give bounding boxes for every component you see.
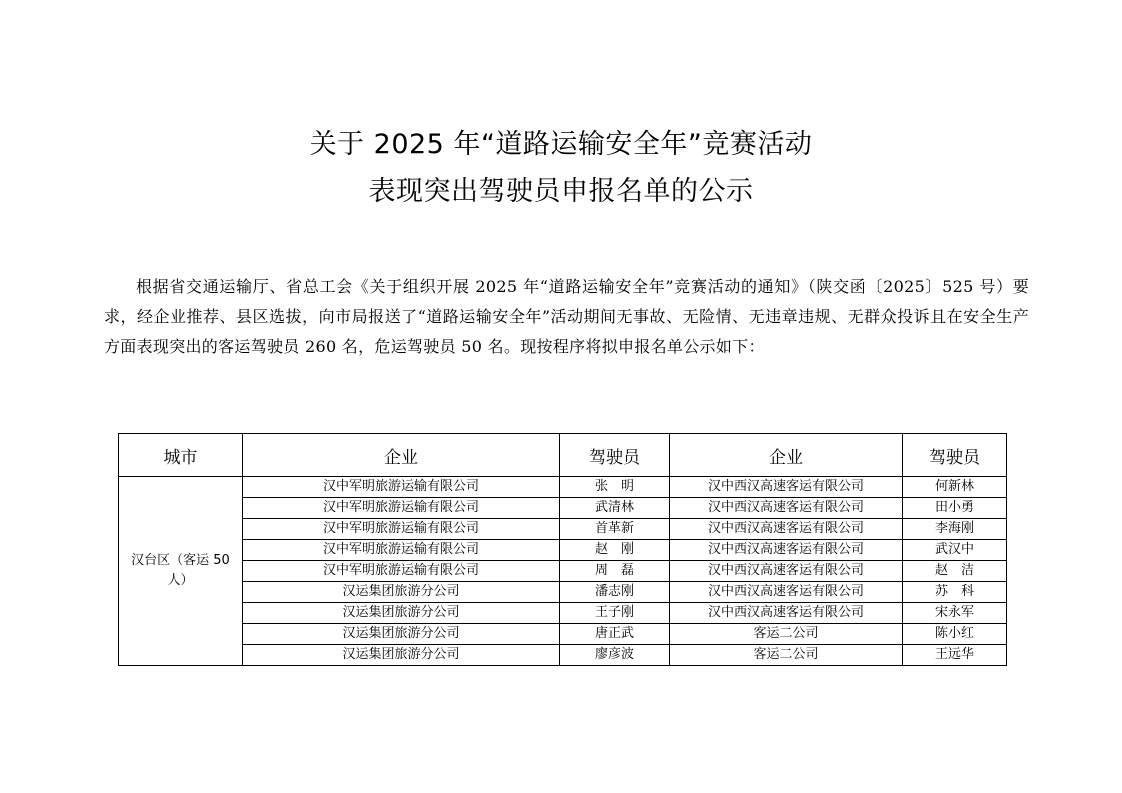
driver-cell: 廖彦波 — [560, 645, 670, 666]
city-cell: 汉台区（客运 50 人） — [119, 477, 243, 666]
header-company: 企业 — [243, 434, 560, 477]
driver-cell-2: 赵 洁 — [903, 561, 1007, 582]
driver-cell: 王子刚 — [560, 603, 670, 624]
driver-roster-table — [118, 433, 1007, 666]
table-body — [119, 477, 1007, 666]
header-driver-2: 驾驶员 — [903, 434, 1007, 477]
header-company-2: 企业 — [670, 434, 903, 477]
company-cell-2: 汉中西汉高速客运有限公司 — [670, 519, 903, 540]
driver-cell: 周 磊 — [560, 561, 670, 582]
driver-cell: 武清林 — [560, 498, 670, 519]
driver-cell-2: 苏 科 — [903, 582, 1007, 603]
table-header-row — [119, 434, 1007, 477]
company-cell-2: 客运二公司 — [670, 645, 903, 666]
driver-cell-2: 武汉中 — [903, 540, 1007, 561]
document-title-line-1: 关于 2025 年“道路运输安全年”竞赛活动 — [309, 129, 813, 160]
driver-cell-2: 李海刚 — [903, 519, 1007, 540]
company-cell: 汉运集团旅游分公司 — [243, 645, 560, 666]
header-driver: 驾驶员 — [560, 434, 670, 477]
company-cell: 汉运集团旅游分公司 — [243, 624, 560, 645]
company-cell-2: 汉中西汉高速客运有限公司 — [670, 498, 903, 519]
driver-cell-2: 田小勇 — [903, 498, 1007, 519]
table-row — [119, 624, 1007, 645]
document-title-line-2: 表现突出驾驶员申报名单的公示 — [368, 176, 754, 207]
driver-cell: 唐正武 — [560, 624, 670, 645]
driver-cell: 潘志刚 — [560, 582, 670, 603]
table-row — [119, 540, 1007, 561]
driver-cell-2: 宋永军 — [903, 603, 1007, 624]
company-cell: 汉中军明旅游运输有限公司 — [243, 498, 560, 519]
table-row — [119, 645, 1007, 666]
company-cell: 汉运集团旅游分公司 — [243, 603, 560, 624]
company-cell: 汉中军明旅游运输有限公司 — [243, 519, 560, 540]
driver-cell: 首革新 — [560, 519, 670, 540]
driver-cell-2: 何新林 — [903, 477, 1007, 498]
driver-cell: 张 明 — [560, 477, 670, 498]
table-row — [119, 582, 1007, 603]
header-city: 城市 — [119, 434, 243, 477]
table-row — [119, 498, 1007, 519]
company-cell-2: 汉中西汉高速客运有限公司 — [670, 540, 903, 561]
body-paragraph: 根据省交通运输厅、省总工会《关于组织开展 2025 年“道路运输安全年”竞赛活动的通知》（陕交函〔2025〕525 号）要求，经企业推荐、县区选拔，向市局报送了“道路运输安全年”活动期间无事故、无险情、无违章违规、无群众投诉且在安全生产方面表现突出的客运驾驶员 260 名，危运驾驶员 50 名。现按程序将拟申报名单公示如下： — [104, 277, 1029, 356]
company-cell-2: 汉中西汉高速客运有限公司 — [670, 582, 903, 603]
company-cell: 汉运集团旅游分公司 — [243, 582, 560, 603]
driver-cell-2: 陈小红 — [903, 624, 1007, 645]
company-cell: 汉中军明旅游运输有限公司 — [243, 477, 560, 498]
driver-cell-2: 王远华 — [903, 645, 1007, 666]
company-cell-2: 客运二公司 — [670, 624, 903, 645]
company-cell-2: 汉中西汉高速客运有限公司 — [670, 477, 903, 498]
company-cell: 汉中军明旅游运输有限公司 — [243, 540, 560, 561]
table-row — [119, 477, 1007, 498]
company-cell-2: 汉中西汉高速客运有限公司 — [670, 603, 903, 624]
table-row — [119, 519, 1007, 540]
company-cell: 汉中军明旅游运输有限公司 — [243, 561, 560, 582]
table-row — [119, 561, 1007, 582]
company-cell-2: 汉中西汉高速客运有限公司 — [670, 561, 903, 582]
driver-cell: 赵 刚 — [560, 540, 670, 561]
table-row — [119, 603, 1007, 624]
